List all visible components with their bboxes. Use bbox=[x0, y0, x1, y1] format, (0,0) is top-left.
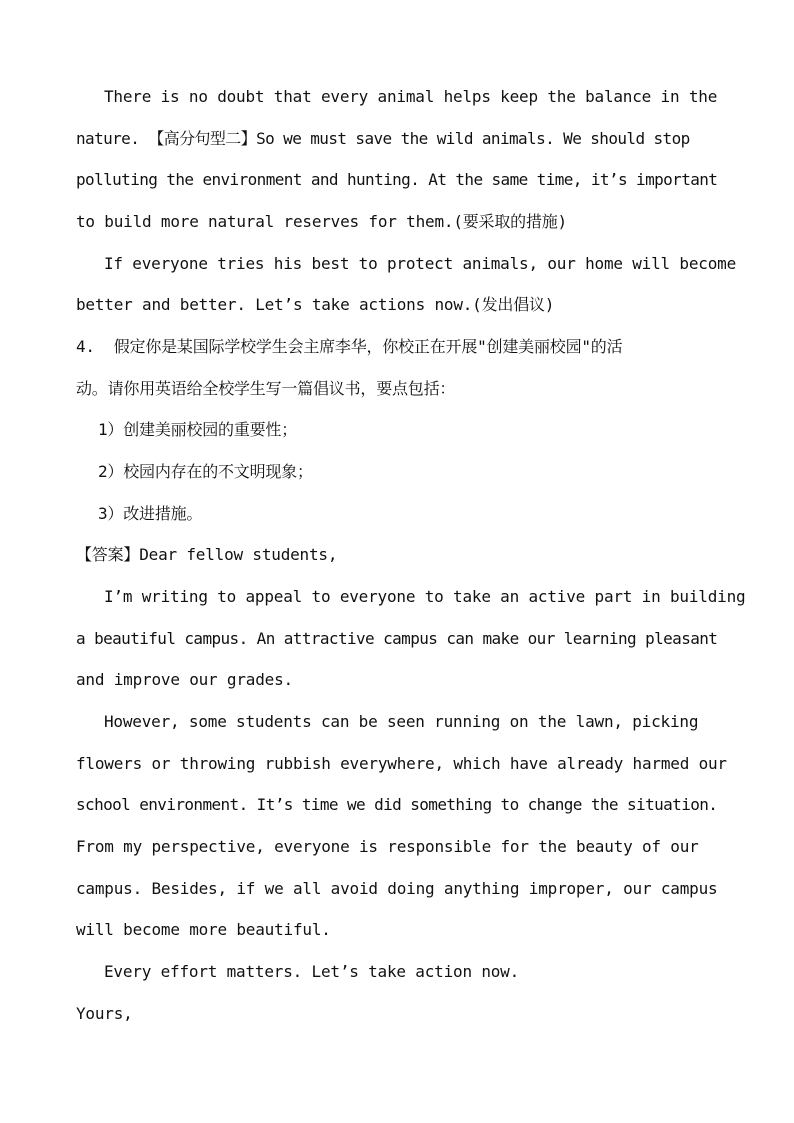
paragraph-line: There is no doubt that every animal helps keep the balance in the bbox=[104, 87, 718, 106]
paragraph-line: to build more natural reserves for them.(要采取的措施) bbox=[76, 212, 567, 231]
paragraph-line: better and better. Let’s take actions now.(发出倡议) bbox=[76, 295, 555, 314]
paragraph-line: nature. 【高分句型二】So we must save the wild animals. We should stop bbox=[76, 129, 690, 148]
answer-line: a beautiful campus. An attractive campus can make our learning pleasant bbox=[76, 629, 718, 648]
answer-line: and improve our grades. bbox=[76, 670, 293, 689]
answer-closing: Yours, bbox=[76, 1004, 133, 1023]
paragraph-line: polluting the environment and hunting. At the same time, it’s important bbox=[76, 170, 718, 189]
paragraph-line: If everyone tries his best to protect animals, our home will become bbox=[104, 254, 736, 273]
requirement-item: 3）改进措施。 bbox=[98, 504, 203, 523]
question-line: 4. 假定你是某国际学校学生会主席李华，你校正在开展"创建美丽校园"的活 bbox=[76, 337, 623, 356]
answer-line: flowers or throwing rubbish everywhere, which have already harmed our bbox=[76, 754, 727, 773]
answer-line: I’m writing to appeal to everyone to take an active part in building bbox=[104, 587, 746, 606]
answer-line: Every effort matters. Let’s take action now. bbox=[104, 962, 520, 981]
answer-line: school environment. It’s time we did something to change the situation. bbox=[76, 795, 718, 814]
answer-line: However, some students can be seen running on the lawn, picking bbox=[104, 712, 699, 731]
answer-line: From my perspective, everyone is responsible for the beauty of our bbox=[76, 837, 699, 856]
question-line: 动。请你用英语给全校学生写一篇倡议书，要点包括： bbox=[76, 379, 456, 398]
answer-line: will become more beautiful. bbox=[76, 920, 331, 939]
answer-line: campus. Besides, if we all avoid doing anything improper, our campus bbox=[76, 879, 718, 898]
requirement-item: 1）创建美丽校园的重要性； bbox=[98, 420, 298, 439]
answer-salutation: 【答案】Dear fellow students, bbox=[76, 545, 338, 564]
requirement-item: 2）校园内存在的不文明现象； bbox=[98, 462, 313, 481]
